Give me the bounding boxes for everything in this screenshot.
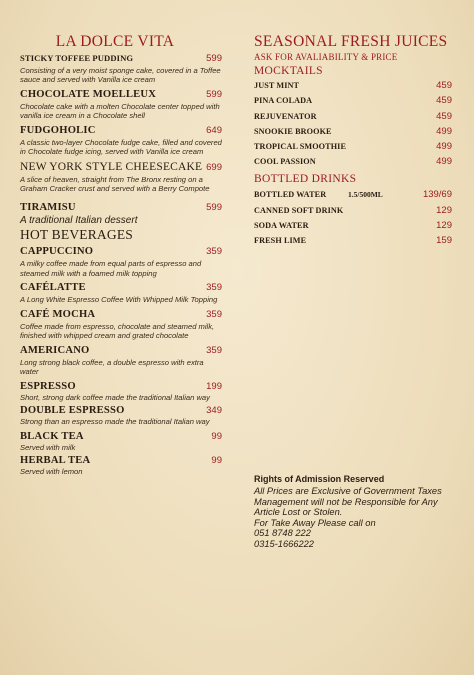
item-price: 499 bbox=[436, 125, 452, 137]
menu-item bbox=[254, 80, 452, 95]
menu-item bbox=[20, 246, 222, 278]
item-name: HERBAL TEA bbox=[20, 455, 91, 466]
item-name: NEW YORK STYLE CHEESECAKE bbox=[20, 160, 203, 173]
item-description: A slice of heaven, straight from The Bronx resting on a Graham Cracker crust and served with a Berry Compote bbox=[20, 174, 210, 193]
juices-subtitle: ASK FOR AVALIABILITY & PRICE bbox=[254, 51, 398, 62]
menu-item bbox=[254, 126, 452, 141]
menu-item bbox=[20, 125, 222, 157]
item-price: 499 bbox=[436, 141, 452, 153]
mocktails-list bbox=[254, 80, 452, 172]
item-price: 599 bbox=[206, 201, 222, 213]
item-price: 459 bbox=[436, 110, 452, 122]
notice-line: For Take Away Please call on bbox=[254, 517, 376, 528]
menu-item bbox=[20, 431, 222, 453]
item-name: PINA COLADA bbox=[254, 96, 313, 106]
item-description: Chocolate cake with a molten Chocolate center topped with vanilla ice cream in a Chocolate shell bbox=[20, 101, 220, 120]
item-description: Served with lemon bbox=[20, 467, 83, 476]
item-name: CANNED SOFT DRINK bbox=[254, 205, 344, 215]
item-price: 699 bbox=[206, 161, 222, 173]
item-name: AMERICANO bbox=[20, 344, 90, 356]
drinks-column bbox=[254, 34, 452, 250]
item-name: COOL PASSION bbox=[254, 157, 316, 167]
item-size: 1.5/500ML bbox=[348, 190, 383, 200]
item-description: A milky coffee made from equal parts of espresso and steamed milk with a foamed milk topping bbox=[20, 259, 202, 278]
section-title-hot-beverages: HOT BEVERAGES bbox=[20, 226, 133, 242]
menu-item bbox=[254, 156, 452, 171]
item-price: 499 bbox=[436, 156, 452, 168]
item-price: 599 bbox=[206, 52, 222, 64]
item-price: 159 bbox=[436, 235, 452, 247]
item-name: CAPPUCCINO bbox=[20, 246, 94, 257]
item-description: A Long White Espresso Coffee With Whipped Milk Topping bbox=[20, 295, 218, 304]
item-name: TIRAMISU bbox=[20, 201, 76, 213]
item-price: 139/69 bbox=[422, 189, 452, 201]
item-name: SNOOKIE BROOKE bbox=[254, 126, 332, 136]
admission-notice bbox=[254, 474, 454, 550]
item-price: 129 bbox=[436, 219, 452, 231]
menu-item bbox=[20, 282, 222, 305]
notice-title: Rights of Admission Reserved bbox=[254, 474, 385, 484]
menu-item bbox=[254, 235, 452, 250]
menu-item bbox=[254, 141, 452, 156]
item-description: Consisting of a very moist sponge cake, covered in a Toffee sauce and served with Vanilla ice cream bbox=[20, 65, 221, 84]
item-name: CAFÉLATTE bbox=[20, 282, 86, 293]
section-title-mocktails: MOCKTAILS bbox=[254, 64, 323, 77]
item-price: 359 bbox=[206, 344, 222, 356]
item-description: A classic two-layer Chocolate fudge cake, filled and covered in Chocolate fudge icing, served with Vanilla ice cream bbox=[20, 137, 222, 156]
item-price: 359 bbox=[206, 246, 222, 257]
item-price: 649 bbox=[206, 124, 222, 136]
item-description: Long strong black coffee, a double espresso with extra water bbox=[20, 357, 204, 376]
menu-item bbox=[20, 381, 222, 403]
item-description: Strong than an espresso made the traditional Italian way bbox=[20, 417, 210, 426]
notice-line: Article Lost or Stolen. bbox=[254, 507, 343, 518]
item-price: 359 bbox=[206, 308, 222, 320]
menu-item bbox=[254, 205, 452, 220]
menu-item bbox=[20, 161, 222, 194]
item-price: 599 bbox=[206, 88, 222, 100]
menu-item bbox=[20, 405, 222, 427]
menu-item bbox=[254, 111, 452, 126]
item-name: ESPRESSO bbox=[20, 380, 76, 392]
item-price: 349 bbox=[206, 405, 222, 416]
item-description: Coffee made from espresso, chocolate and steamed milk, finished with whipped cream and grated chocolate bbox=[20, 321, 215, 340]
item-name: REJUVENATOR bbox=[254, 111, 317, 121]
item-description: Served with milk bbox=[20, 442, 76, 452]
notice-line: Management will not be Responsible for Any bbox=[254, 496, 438, 507]
item-name: STICKY TOFFEE PUDDING bbox=[20, 52, 134, 63]
section-title-bottled-drinks: BOTTLED DRINKS bbox=[254, 172, 357, 185]
desserts-column bbox=[20, 34, 222, 477]
section-title-seasonal-juices: SEASONAL FRESH JUICES bbox=[254, 33, 448, 50]
menu-item bbox=[20, 455, 222, 477]
section-title-la-dolce-vita: LA DOLCE VITA bbox=[55, 33, 175, 50]
phone-number: 051 8748 222 bbox=[254, 528, 311, 539]
item-name: DOUBLE ESPRESSO bbox=[20, 405, 125, 416]
item-name: JUST MINT bbox=[254, 81, 300, 90]
item-price: 199 bbox=[206, 380, 222, 392]
menu-item bbox=[20, 53, 222, 85]
item-name: FRESH LIME bbox=[254, 236, 307, 246]
menu-item bbox=[20, 89, 222, 121]
item-description: Short, strong dark coffee made the traditional Italian way bbox=[20, 392, 210, 402]
item-price: 359 bbox=[206, 282, 222, 293]
menu-item bbox=[20, 345, 222, 377]
bottled-list bbox=[254, 189, 452, 250]
item-description: A traditional Italian dessert bbox=[20, 214, 138, 226]
menu-item bbox=[254, 220, 452, 235]
menu-item bbox=[20, 202, 222, 226]
item-price: 99 bbox=[211, 455, 222, 466]
item-price: 99 bbox=[211, 430, 222, 442]
item-name: BLACK TEA bbox=[20, 430, 84, 442]
menu-item bbox=[254, 189, 452, 204]
menu-item bbox=[20, 309, 222, 341]
item-name: CAFÉ MOCHA bbox=[20, 308, 96, 320]
phone-number: 0315-1666222 bbox=[254, 538, 314, 549]
item-name: SODA WATER bbox=[254, 220, 309, 230]
item-name: TROPICAL SMOOTHIE bbox=[254, 142, 347, 152]
notice-line: All Prices are Exclusive of Government Taxes bbox=[254, 486, 442, 496]
item-name: CHOCOLATE MOELLEUX bbox=[20, 88, 157, 100]
item-price: 459 bbox=[436, 95, 452, 107]
menu-item bbox=[254, 95, 452, 110]
item-price: 129 bbox=[436, 204, 452, 216]
item-name: BOTTLED WATER bbox=[254, 190, 327, 200]
item-name: FUDGOHOLIC bbox=[20, 124, 96, 136]
item-price: 459 bbox=[436, 80, 452, 91]
